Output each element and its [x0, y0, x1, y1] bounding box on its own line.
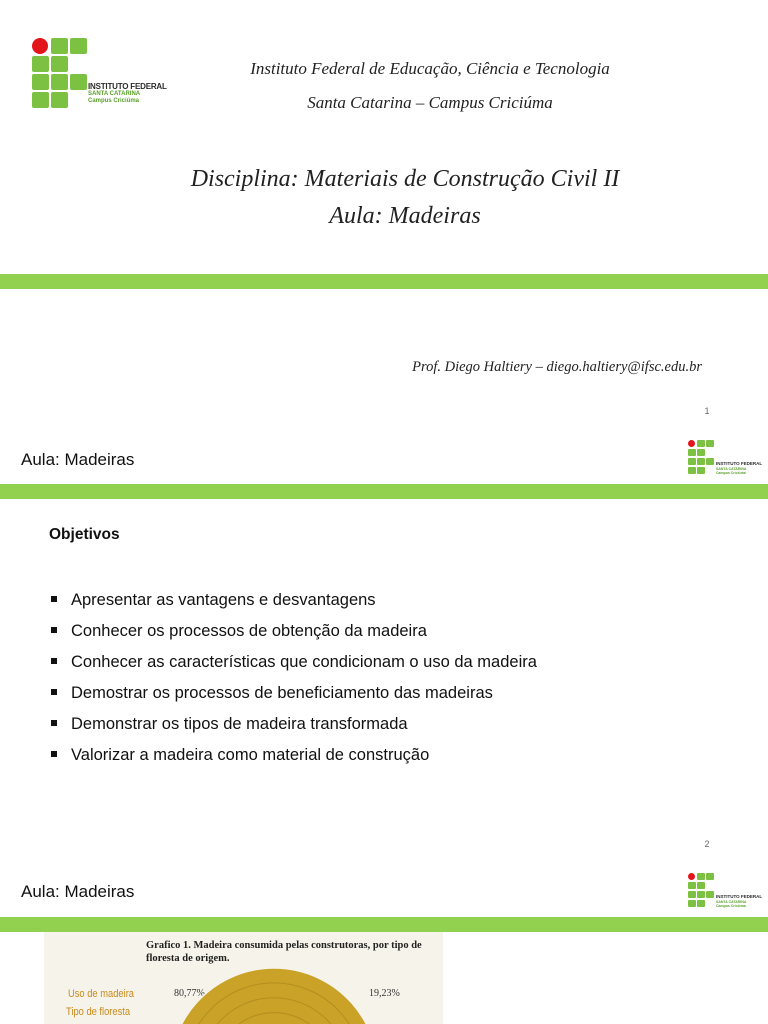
- list-item: Valorizar a madeira como material de construção: [49, 745, 739, 776]
- pct-left-label: 80,77%: [174, 988, 205, 999]
- ifsc-logo-small-2: INSTITUTO FEDERAL SANTA CATARINA Campus Criciúma: [688, 873, 758, 909]
- list-item: Apresentar as vantagens e desvantagens: [49, 590, 739, 621]
- professor-contact: Prof. Diego Haltiery – diego.haltiery@ifsc.edu.br: [412, 359, 702, 375]
- page-number-2: 2: [704, 839, 710, 849]
- divider-bar-2: [0, 484, 768, 499]
- objectives-heading: Objetivos: [49, 526, 120, 543]
- objectives-list: [49, 590, 739, 776]
- figure-panel: [44, 932, 443, 1024]
- institution-line-2: Santa Catarina – Campus Criciúma: [307, 93, 553, 112]
- ifsc-logo-large: [32, 38, 172, 110]
- pie-chart: [44, 932, 443, 1024]
- list-item: Conhecer as características que condicionam o uso da madeira: [49, 652, 739, 683]
- logo-campus: Campus Criciúma: [88, 98, 140, 104]
- figure-caption: Grafico 1. Madeira consumida pelas construtoras, por tipo de floresta de origem.: [146, 940, 422, 964]
- institution-line-1: Instituto Federal de Educação, Ciência e Tecnologia: [250, 59, 610, 78]
- slide3-header-title: Aula: Madeiras: [21, 882, 135, 901]
- pct-right-label: 19,23%: [369, 988, 400, 999]
- discipline-title: Disciplina: Materiais de Construção Civil II: [190, 166, 620, 192]
- logo-name: INSTITUTO FEDERAL: [88, 82, 167, 91]
- logo-state: SANTA CATARINA: [88, 91, 141, 97]
- logo-small-name: INSTITUTO FEDERAL: [716, 461, 763, 466]
- slide2-header-title: Aula: Madeiras: [21, 450, 135, 469]
- label-uso-madeira: Uso de madeira: [68, 988, 135, 1000]
- ifsc-logo-small: INSTITUTO FEDERAL SANTA CATARINA Campus Criciúma: [688, 440, 758, 476]
- page-number-1: 1: [704, 406, 710, 416]
- logo-red-dot: [32, 38, 48, 54]
- lesson-title: Aula: Madeiras: [329, 203, 481, 229]
- list-item: Conhecer os processos de obtenção da madeira: [49, 621, 739, 652]
- label-tipo-floresta: Tipo de floresta: [66, 1006, 131, 1018]
- divider-bar-3: [0, 917, 768, 932]
- list-item: Demostrar os processos de beneficiamento das madeiras: [49, 683, 739, 714]
- divider-bar-1: [0, 274, 768, 289]
- list-item: Demonstrar os tipos de madeira transformada: [49, 714, 739, 745]
- pie-slice: [170, 968, 378, 1024]
